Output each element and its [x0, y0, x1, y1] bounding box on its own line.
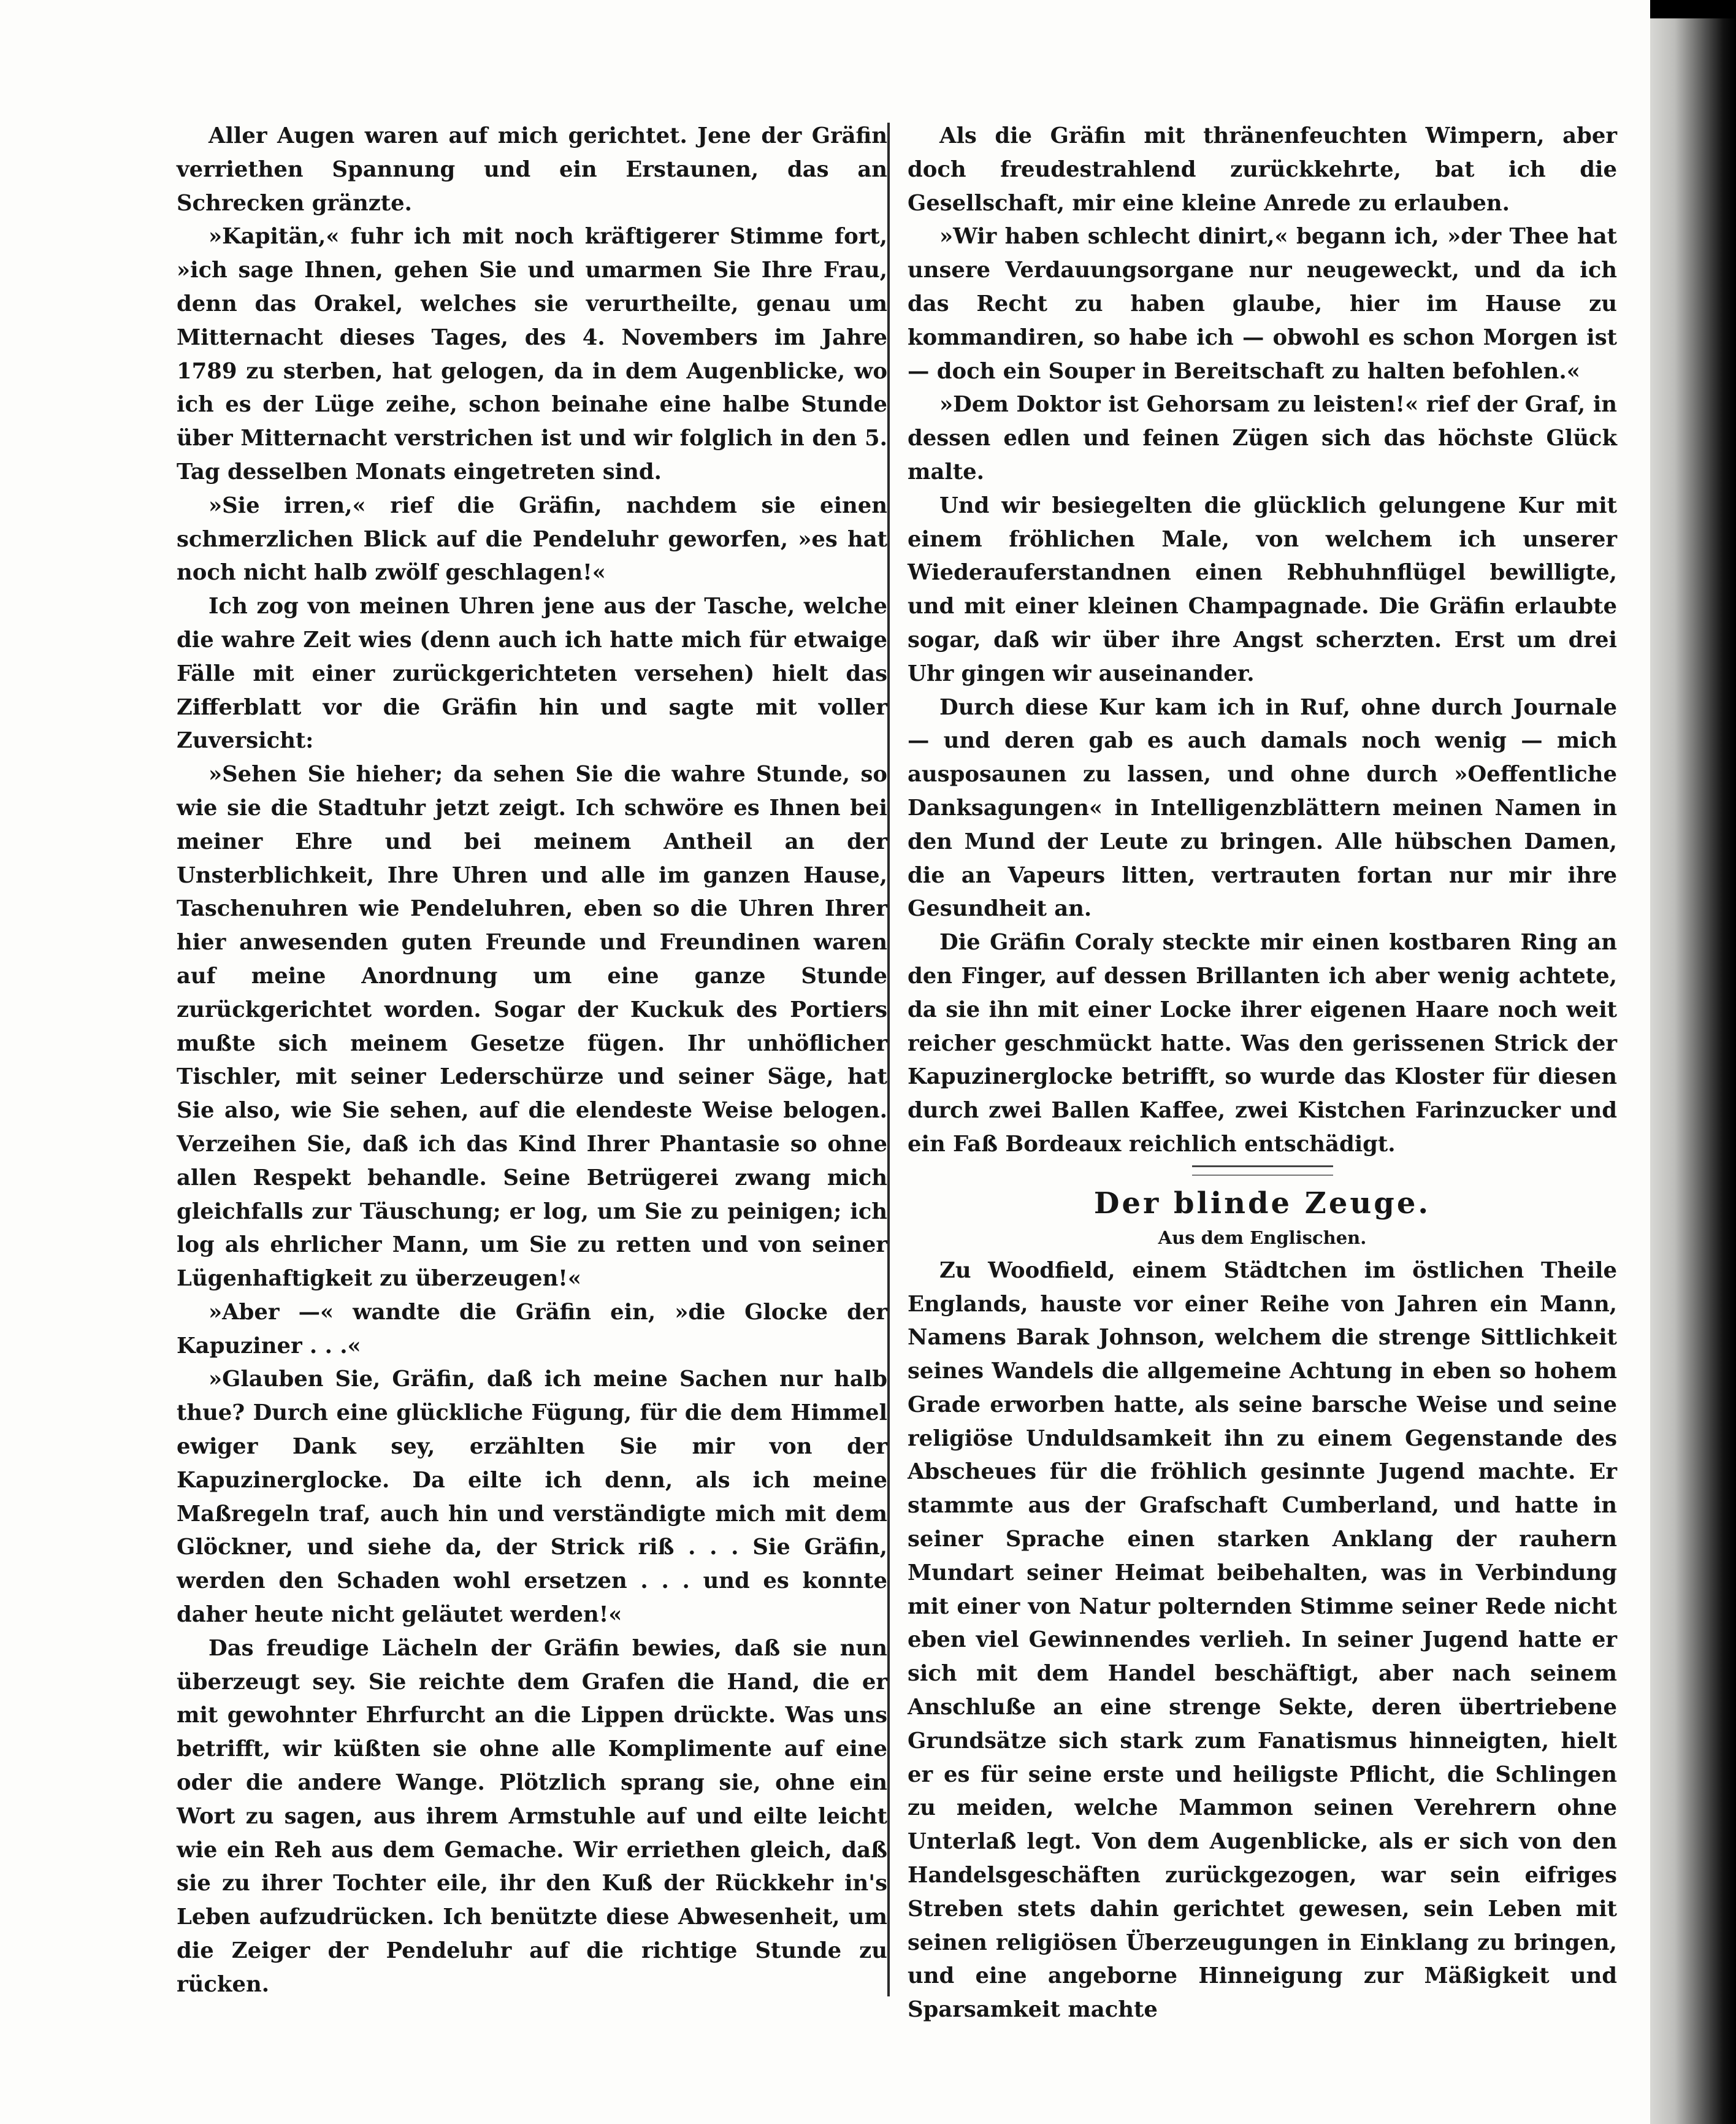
paragraph: Zu Woodfield, einem Städtchen im östlichen Theile Englands, hauste vor einer Reihe von Jahren ein Mann, Namens Barak Johnson, welchem die strenge Sittlichkeit seines Wandels die allgemeine Achtung in eben so hohem Grade erworben hatte, als seine barsche Weise und seine religiöse Unduldsamkeit ihn zu einem Gegenstande des Abscheues für die fröhlich gesinnte Jugend machte. Er stammte aus der Grafschaft Cumberland, und hatte in seiner Sprache einen starken Anklang der rauhern Mundart seiner Heimat beibehalten, was in Verbindung mit einer von Natur polternden Stimme seiner Rede nicht eben viel Gewinnendes verlieh. In seiner Jugend hatte er sich mit dem Handel beschäftigt, aber nach seinem Anschluße an eine strenge Sekte, deren übertriebene Grundsätze sich stark zum Fanatismus hinneigten, hielt er es für seine erste und heiligste Pflicht, die Schlingen zu meiden, welche Mammon seinen Verehrern ohne Unterlaß legt. Von dem Augenblicke, als er sich von den Handelsgeschäften zurückgezogen, war sein eifriges Streben stets dahin gerichtet gewesen, sein Leben mit seinen religiösen Überzeugungen in Einklang zu bringen, und eine angeborne Hinneigung zur Mäßigkeit und Sparsamkeit machte: [908, 1257, 1617, 2023]
left-column: [177, 120, 887, 2002]
paragraph: Das freudige Lächeln der Gräfin bewies, daß sie nun überzeugt sey. Sie reichte dem Grafen die Hand, die er mit gewohnter Ehrfurcht an die Lippen drückte. Was uns betrifft, wir küßten sie ohne alle Komplimente auf eine oder die andere Wange. Plötzlich sprang sie, ohne ein Wort zu sagen, aus ihrem Armstuhle auf und eilte leicht wie ein Reh aus dem Gemache. Wir erriethen gleich, daß sie zu ihrer Tochter eile, ihr den Kuß der Rückkehr in's Leben aufzudrücken. Ich benützte diese Abwesenheit, um die Zeiger der Pendeluhr auf die richtige Stunde zu rücken.: [177, 1635, 887, 1997]
paragraph: »Kapitän,« fuhr ich mit noch kräftigerer Stimme fort, »ich sage Ihnen, gehen Sie und umarmen Sie Ihre Frau, denn das Orakel, welches sie verurtheilte, genau um Mitternacht dieses Tages, des 4. Novembers im Jahre 1789 zu sterben, hat gelogen, da in dem Augenblicke, wo ich es der Lüge zeihe, schon beinahe eine halbe Stunde über Mitternacht verstrichen ist und wir folglich in den 5. Tag desselben Monats eingetreten sind.: [177, 224, 887, 485]
paragraph: »Wir haben schlecht dinirt,« begann ich, »der Thee hat unsere Verdauungsorgane nur neugeweckt, und da ich das Recht zu haben glaube, hier im Hause zu kommandiren, so habe ich — obwohl es schon Morgen ist — doch ein Souper in Bereitschaft zu halten befohlen.«: [908, 224, 1617, 384]
paragraph: Und wir besiegelten die glücklich gelungene Kur mit einem fröhlichen Male, von welchem ich unserer Wiederauferstandnen einen Rebhuhnflügel bewilligte, und mit einer kleinen Champagnade. Die Gräfin erlaubte sogar, daß wir über ihre Angst scherzten. Erst um drei Uhr gingen wir auseinander.: [908, 493, 1617, 686]
paragraph: Ich zog von meinen Uhren jene aus der Tasche, welche die wahre Zeit wies (denn auch ich hatte mich für etwaige Fälle mit einer zurückgerichteten versehen) hielt das Zifferblatt vor die Gräfin hin und sagte mit voller Zuversicht:: [177, 594, 887, 754]
column-rule: [887, 123, 890, 1996]
scan-border-corner: [1650, 0, 1736, 18]
paragraph: Durch diese Kur kam ich in Ruf, ohne durch Journale — und deren gab es auch damals noch wenig — mich ausposaunen zu lassen, und ohne durch »Oeffentliche Danksagungen« in Intelligenzblättern meinen Namen in den Mund der Leute zu bringen. Alle hübschen Damen, die an Vapeurs litten, vertrauten fortan nur mir ihre Gesundheit an.: [908, 694, 1617, 922]
paragraph: »Glauben Sie, Gräfin, daß ich meine Sachen nur halb thue? Durch eine glückliche Fügung, für die dem Himmel ewiger Dank sey, erzählten Sie mir von der Kapuzinerglocke. Da eilte ich denn, als ich meine Maßregeln traf, auch hin und verständigte mich mit dem Glöckner, und siehe da, der Strick riß . . . Sie Gräfin, werden den Schaden wohl ersetzen . . . und es konnte daher heute nicht geläutet werden!«: [177, 1367, 887, 1628]
article-subtitle: Aus dem Englischen.: [1158, 1227, 1367, 1248]
article-title: Der blinde Zeuge.: [1093, 1186, 1431, 1221]
scan-border-right: [1650, 0, 1736, 2124]
paragraph: »Aber —« wandte die Gräfin ein, »die Glocke der Kapuziner . . .«: [177, 1299, 887, 1359]
paragraph: Als die Gräfin mit thränenfeuchten Wimpern, aber doch freudestrahlend zurückkehrte, bat ich die Gesellschaft, mir eine kleine Anrede zu erlauben.: [908, 123, 1617, 216]
paragraph: Die Gräfin Coraly steckte mir einen kostbaren Ring an den Finger, auf dessen Brillanten ich aber wenig achtete, da sie ihn mit einer Locke ihrer eigenen Haare noch weit reicher geschmückt hatte. Was den gerissenen Strick der Kapuzinerglocke betrifft, so wurde das Kloster für diesen durch zwei Ballen Kaffee, zwei Kistchen Farinzucker und ein Faß Bordeaux reichlich entschädigt.: [908, 930, 1617, 1157]
paragraph: »Sehen Sie hieher; da sehen Sie die wahre Stunde, so wie sie die Stadtuhr jetzt zeigt. Ich schwöre es Ihnen bei meiner Ehre und bei meinem Antheil an der Unsterblichkeit, Ihre Uhren und alle im ganzen Hause, Taschenuhren wie Pendeluhren, eben so die Uhren Ihrer hier anwesenden guten Freunde und Freundinen waren auf meine Anordnung um eine ganze Stunde zurückgerichtet worden. Sogar der Kuckuk des Portiers mußte sich meinem Gesetze fügen. Ihr unhöflicher Tischler, mit seiner Lederschürze und seiner Säge, hat Sie also, wie Sie sehen, auf die elendeste Weise belogen. Verzeihen Sie, daß ich das Kind Ihrer Phantasie so ohne allen Respekt behandle. Seine Betrügerei zwang mich gleichfalls zur Täuschung; er log, um Sie zu peinigen; ich log als ehrlicher Mann, um Sie zu retten und von seiner Lügenhaftigkeit zu überzeugen!«: [177, 762, 887, 1292]
section-separator: [1192, 1165, 1333, 1176]
right-column: [908, 120, 1617, 2027]
paragraph: »Dem Doktor ist Gehorsam zu leisten!« rief der Graf, in dessen edlen und feinen Zügen sich das höchste Glück malte.: [908, 392, 1617, 485]
paragraph: »Sie irren,« rief die Gräfin, nachdem sie einen schmerzlichen Blick auf die Pendeluhr geworfen, »es hat noch nicht halb zwölf geschlagen!«: [177, 493, 887, 586]
paragraph: Aller Augen waren auf mich gerichtet. Jene der Gräfin verriethen Spannung und ein Erstaunen, das an Schrecken gränzte.: [177, 123, 887, 216]
